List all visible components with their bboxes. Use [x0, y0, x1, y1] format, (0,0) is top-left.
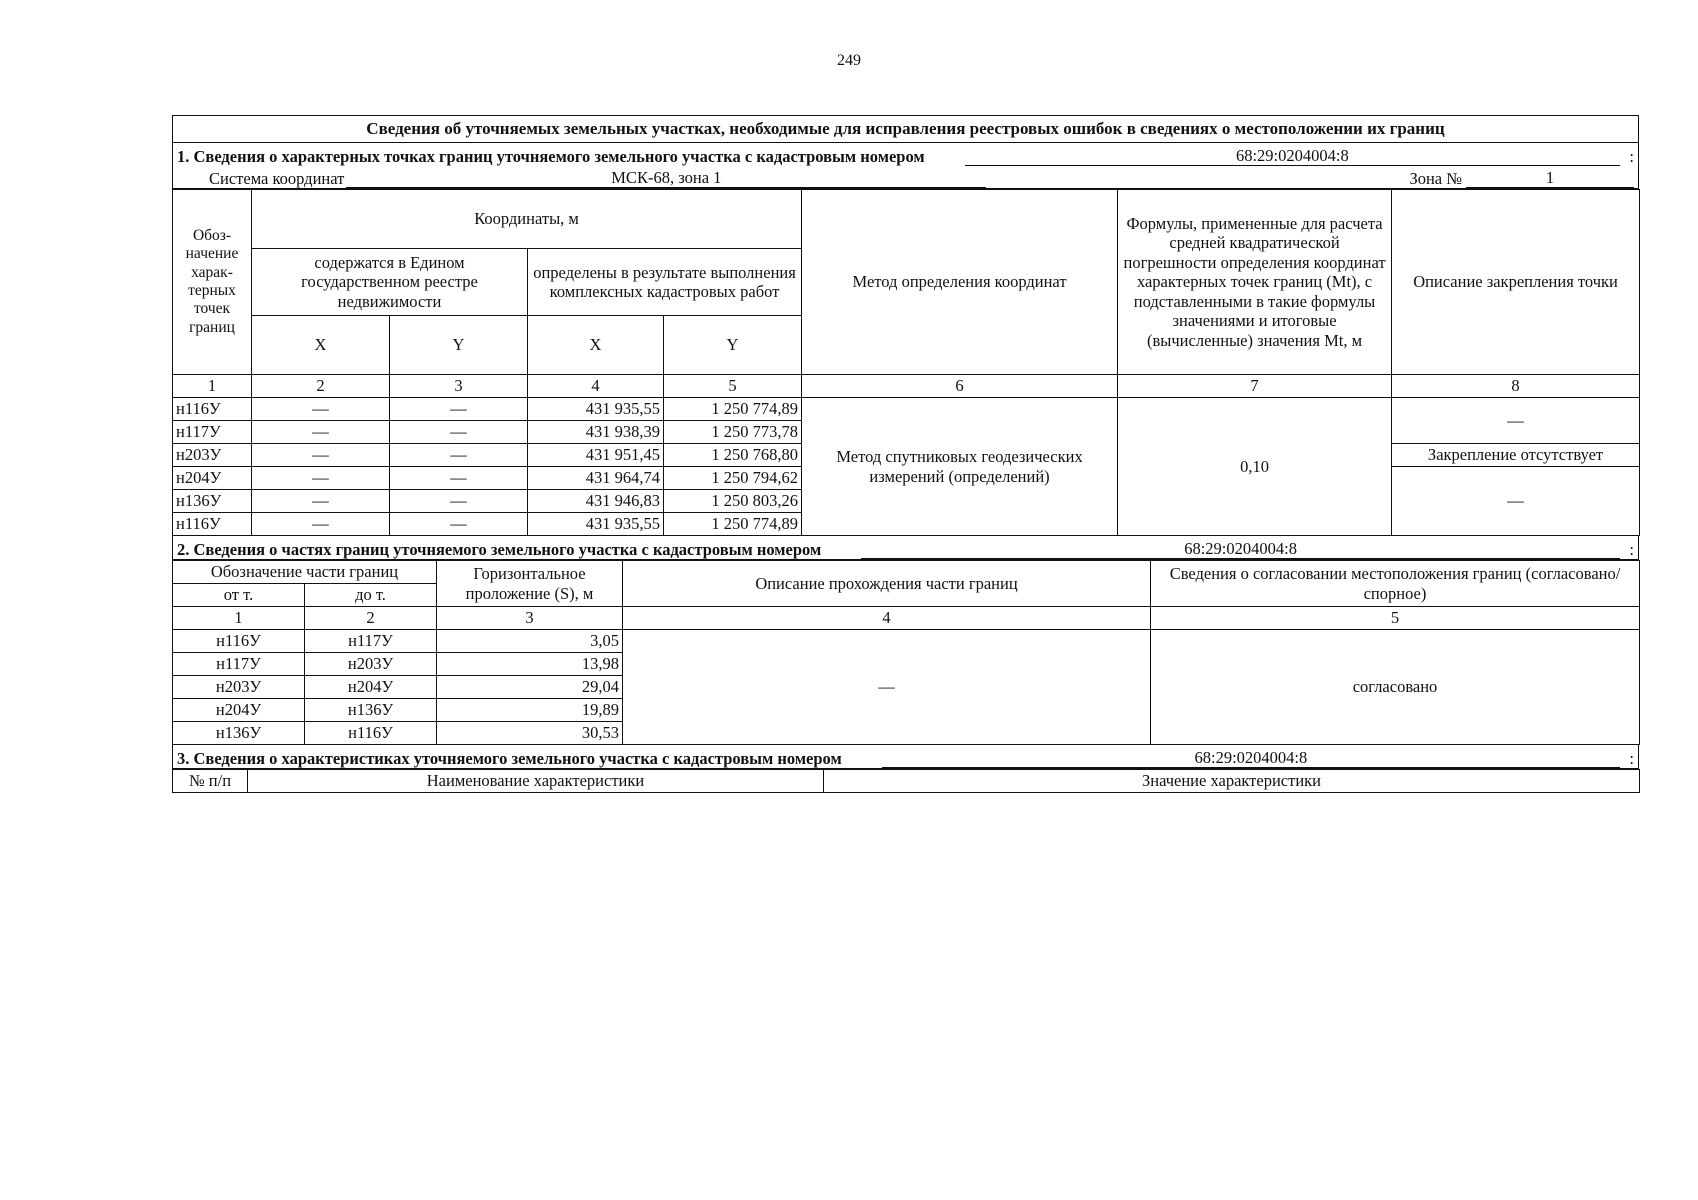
- x-egrn: —: [252, 421, 390, 444]
- section3-header: [172, 745, 1639, 769]
- points-table: [172, 189, 1640, 536]
- part-from: н136У: [173, 722, 305, 745]
- parts-table: [172, 560, 1640, 745]
- part-from: н117У: [173, 653, 305, 676]
- section3-colon: :: [1629, 748, 1634, 768]
- header-method: Метод определения координат: [802, 190, 1118, 375]
- section2-label: 2. Сведения о частях границ уточняемого земельного участка с кадастровым номером: [177, 539, 822, 559]
- header-formulas: Формулы, примененные для расчета средней квадратической погрешности определения координат характерных точек границ (Mt), с подставленными в такие формулы значениями и итоговые (вычисленные) значения Mt, м: [1118, 190, 1392, 375]
- y-value: 1 250 774,89: [664, 398, 802, 421]
- x-egrn: —: [252, 467, 390, 490]
- point-id: н204У: [173, 467, 252, 490]
- fixing-bottom: —: [1392, 467, 1640, 536]
- header-complex: определены в результате выполнения комплексных кадастровых работ: [528, 249, 802, 316]
- col-num: 5: [664, 375, 802, 398]
- mt-value: 0,10: [1118, 398, 1392, 536]
- coord-system-value: МСК-68, зона 1: [346, 168, 986, 188]
- y-value: 1 250 803,26: [664, 490, 802, 513]
- section3-label-line: [173, 745, 1638, 768]
- part-to: н116У: [305, 722, 437, 745]
- point-id: н203У: [173, 444, 252, 467]
- header-description: Описание прохождения части границ: [623, 561, 1151, 607]
- header-part-designation: Обозначение части границ: [173, 561, 437, 584]
- y-value: 1 250 794,62: [664, 467, 802, 490]
- coord-system-line: [173, 166, 1638, 188]
- section1-cadastral-number: 68:29:0204004:8: [965, 146, 1620, 166]
- header-agreement: Сведения о согласовании местоположения границ (согласовано/спорное): [1151, 561, 1640, 607]
- point-id: н116У: [173, 513, 252, 536]
- agreement-value: согласовано: [1151, 630, 1640, 745]
- description-value: —: [623, 630, 1151, 745]
- table-row: [173, 630, 1640, 653]
- part-length: 30,53: [437, 722, 623, 745]
- y-egrn: —: [390, 444, 528, 467]
- col-num: 4: [623, 607, 1151, 630]
- y-value: 1 250 773,78: [664, 421, 802, 444]
- part-from: н203У: [173, 676, 305, 699]
- header-horizontal: Горизонтальное проложение (S), м: [437, 561, 623, 607]
- col-num: 5: [1151, 607, 1640, 630]
- fixing-top: —: [1392, 398, 1640, 444]
- header-to: до т.: [305, 584, 437, 607]
- part-to: н204У: [305, 676, 437, 699]
- x-value: 431 935,55: [528, 398, 664, 421]
- header-y-egrn: Y: [390, 316, 528, 375]
- header-x-complex: X: [528, 316, 664, 375]
- point-id: н117У: [173, 421, 252, 444]
- part-to: н117У: [305, 630, 437, 653]
- col-num: 6: [802, 375, 1118, 398]
- title-table: [172, 115, 1639, 143]
- col-num: 4: [528, 375, 664, 398]
- coord-system-label: Система координат: [209, 168, 345, 188]
- method-value: Метод спутниковых геодезических измерений (определений): [802, 398, 1118, 536]
- characteristics-table: [172, 769, 1640, 793]
- x-value: 431 935,55: [528, 513, 664, 536]
- y-value: 1 250 774,89: [664, 513, 802, 536]
- section1-label-line: [173, 143, 1638, 166]
- part-length: 3,05: [437, 630, 623, 653]
- part-to: н203У: [305, 653, 437, 676]
- col-num: 1: [173, 375, 252, 398]
- y-egrn: —: [390, 421, 528, 444]
- section1-colon: :: [1629, 146, 1634, 166]
- section3-cadastral-number: 68:29:0204004:8: [882, 748, 1620, 768]
- section2-label-line: [173, 536, 1638, 559]
- section2-cadastral-number: 68:29:0204004:8: [861, 539, 1620, 559]
- part-length: 19,89: [437, 699, 623, 722]
- table-row: [173, 398, 1640, 421]
- y-egrn: —: [390, 490, 528, 513]
- col-num: 1: [173, 607, 305, 630]
- section1-header: [172, 143, 1639, 189]
- document-form: [172, 115, 1639, 793]
- header-name: Наименование характеристики: [248, 770, 824, 793]
- header-fixing: Описание закрепления точки: [1392, 190, 1640, 375]
- header-designation: Обоз-начение харак-терных точек границ: [173, 190, 252, 375]
- header-x-egrn: X: [252, 316, 390, 375]
- y-egrn: —: [390, 513, 528, 536]
- y-egrn: —: [390, 398, 528, 421]
- header-y-complex: Y: [664, 316, 802, 375]
- section3-label: 3. Сведения о характеристиках уточняемого земельного участка с кадастровым номером: [177, 748, 842, 768]
- part-length: 29,04: [437, 676, 623, 699]
- header-coordinates: Координаты, м: [252, 190, 802, 249]
- y-value: 1 250 768,80: [664, 444, 802, 467]
- section1-label: 1. Сведения о характерных точках границ уточняемого земельного участка с кадастровым номером: [177, 146, 925, 166]
- col-num: 3: [437, 607, 623, 630]
- x-value: 431 938,39: [528, 421, 664, 444]
- x-egrn: —: [252, 490, 390, 513]
- part-to: н136У: [305, 699, 437, 722]
- page-number: 249: [837, 52, 861, 69]
- part-length: 13,98: [437, 653, 623, 676]
- fixing-mid: Закрепление отсутствует: [1392, 444, 1640, 467]
- document-title: Сведения об уточняемых земельных участках, необходимые для исправления реестровых ошибок в сведениях о местоположении их границ: [173, 116, 1639, 143]
- col-num: 8: [1392, 375, 1640, 398]
- col-num: 7: [1118, 375, 1392, 398]
- x-value: 431 946,83: [528, 490, 664, 513]
- x-egrn: —: [252, 398, 390, 421]
- header-num: № п/п: [173, 770, 248, 793]
- part-from: н116У: [173, 630, 305, 653]
- y-egrn: —: [390, 467, 528, 490]
- x-value: 431 951,45: [528, 444, 664, 467]
- x-value: 431 964,74: [528, 467, 664, 490]
- col-num: 2: [252, 375, 390, 398]
- point-id: н116У: [173, 398, 252, 421]
- zone-label: Зона №: [1409, 168, 1462, 188]
- header-egrn: содержатся в Едином государственном реестре недвижимости: [252, 249, 528, 316]
- x-egrn: —: [252, 513, 390, 536]
- point-id: н136У: [173, 490, 252, 513]
- x-egrn: —: [252, 444, 390, 467]
- col-num: 2: [305, 607, 437, 630]
- header-value: Значение характеристики: [824, 770, 1640, 793]
- section2-header: [172, 536, 1639, 560]
- part-from: н204У: [173, 699, 305, 722]
- section2-colon: :: [1629, 539, 1634, 559]
- col-num: 3: [390, 375, 528, 398]
- header-from: от т.: [173, 584, 305, 607]
- zone-value: 1: [1466, 168, 1634, 188]
